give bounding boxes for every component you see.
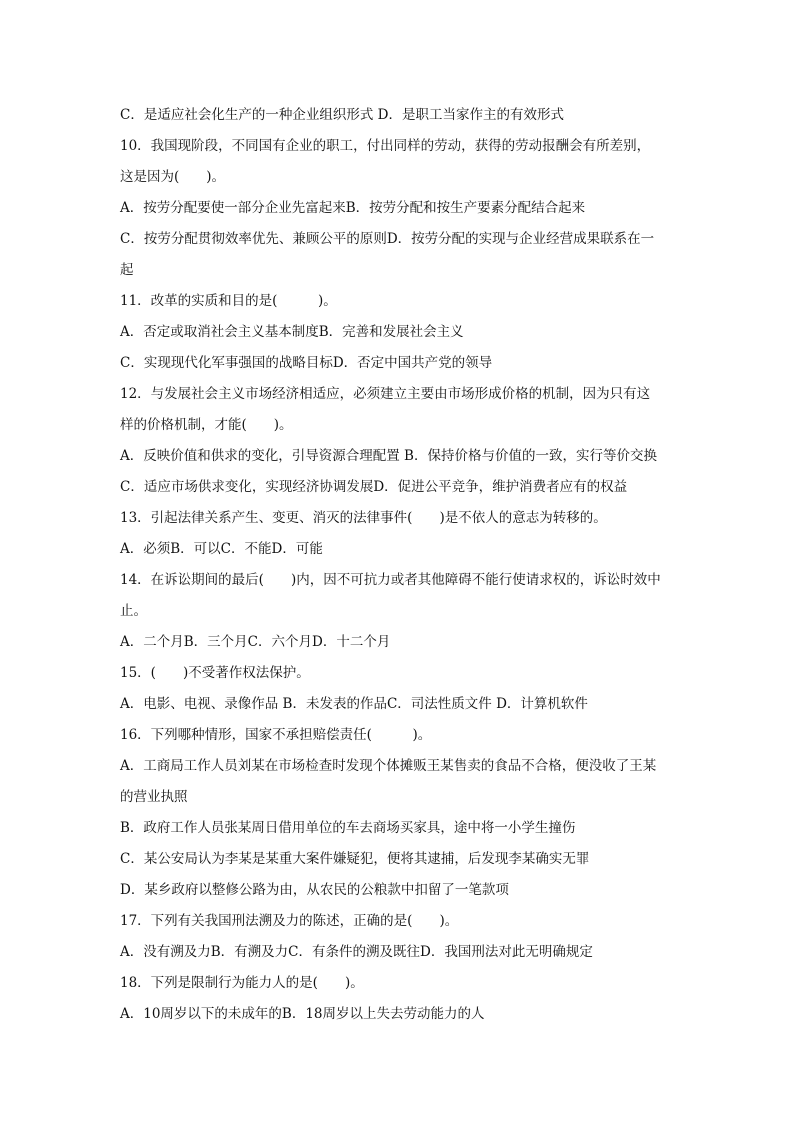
question-17-options: A．没有溯及力B．有溯及力C．有条件的溯及既往D．我国刑法对此无明确规定 [120, 944, 593, 960]
question-12-stem-cont: 样的价格机制，才能( )。 [120, 417, 293, 433]
question-14-options: A．二个月B．三个月C．六个月D．十二个月 [120, 634, 391, 650]
question-10-options-cd-cont: 起 [120, 262, 134, 278]
question-15-options: A．电影、电视、录像作品 B．未发表的作品C．司法性质文件 D．计算机软件 [120, 696, 588, 712]
question-17-stem: 17．下列有关我国刑法溯及力的陈述，正确的是( )。 [120, 913, 459, 929]
question-12-stem: 12．与发展社会主义市场经济相适应，必须建立主要由市场形成价格的机制，因为只有这 [120, 386, 651, 402]
question-16-option-c: C．某公安局认为李某是某重大案件嫌疑犯，便将其逮捕，后发现李某确实无罪 [120, 851, 590, 867]
question-13-stem: 13．引起法律关系产生、变更、消灭的法律事件( )是不依人的意志为转移的。 [120, 510, 607, 526]
question-11-options-ab: A．否定或取消社会主义基本制度B．完善和发展社会主义 [120, 324, 464, 340]
question-11-stem: 11．改革的实质和目的是( )。 [120, 293, 337, 309]
question-10-stem: 10．我国现阶段，不同国有企业的职工，付出同样的劳动，获得的劳动报酬会有所差别， [120, 138, 651, 154]
text-line: C．是适应社会化生产的一种企业组织形式 D．是职工当家作主的有效形式 [120, 107, 564, 123]
question-14-stem-cont: 止。 [120, 603, 147, 619]
question-16-option-a-cont: 的营业执照 [120, 789, 188, 805]
question-16-stem: 16．下列哪种情形，国家不承担赔偿责任( )。 [120, 727, 432, 743]
question-18-options: A．10周岁以下的未成年的B．18周岁以上失去劳动能力的人 [120, 1006, 485, 1022]
question-12-options-ab: A．反映价值和供求的变化，引导资源合理配置 B．保持价格与价值的一致，实行等价交换 [120, 448, 657, 464]
question-18-stem: 18．下列是限制行为能力人的是( )。 [120, 975, 364, 991]
question-11-options-cd: C．实现现代化军事强国的战略目标D．否定中国共产党的领导 [120, 355, 493, 371]
question-13-options: A．必须B．可以C．不能D．可能 [120, 541, 323, 557]
document-body [120, 100, 680, 1030]
question-14-stem: 14．在诉讼期间的最后( )内，因不可抗力或者其他障碍不能行使请求权的，诉讼时效中 [120, 572, 661, 588]
question-10-options-ab: A．按劳分配要使一部分企业先富起来B．按劳分配和按生产要素分配结合起来 [120, 200, 586, 216]
question-10-options-cd: C．按劳分配贯彻效率优先、兼顾公平的原则D．按劳分配的实现与企业经营成果联系在一 [120, 231, 655, 247]
question-16-option-d: D．某乡政府以整修公路为由，从农民的公粮款中扣留了一笔款项 [120, 882, 509, 898]
question-16-option-b: B．政府工作人员张某周日借用单位的车去商场买家具，途中将一小学生撞伤 [120, 820, 576, 836]
question-10-stem-cont: 这是因为( )。 [120, 169, 226, 185]
question-15-stem: 15．( )不受著作权法保护。 [120, 665, 310, 681]
question-12-options-cd: C．适应市场供求变化，实现经济协调发展D．促进公平竞争，维护消费者应有的权益 [120, 479, 628, 495]
question-16-option-a: A．工商局工作人员刘某在市场检查时发现个体摊贩王某售卖的食品不合格，便没收了王某 [120, 758, 657, 774]
